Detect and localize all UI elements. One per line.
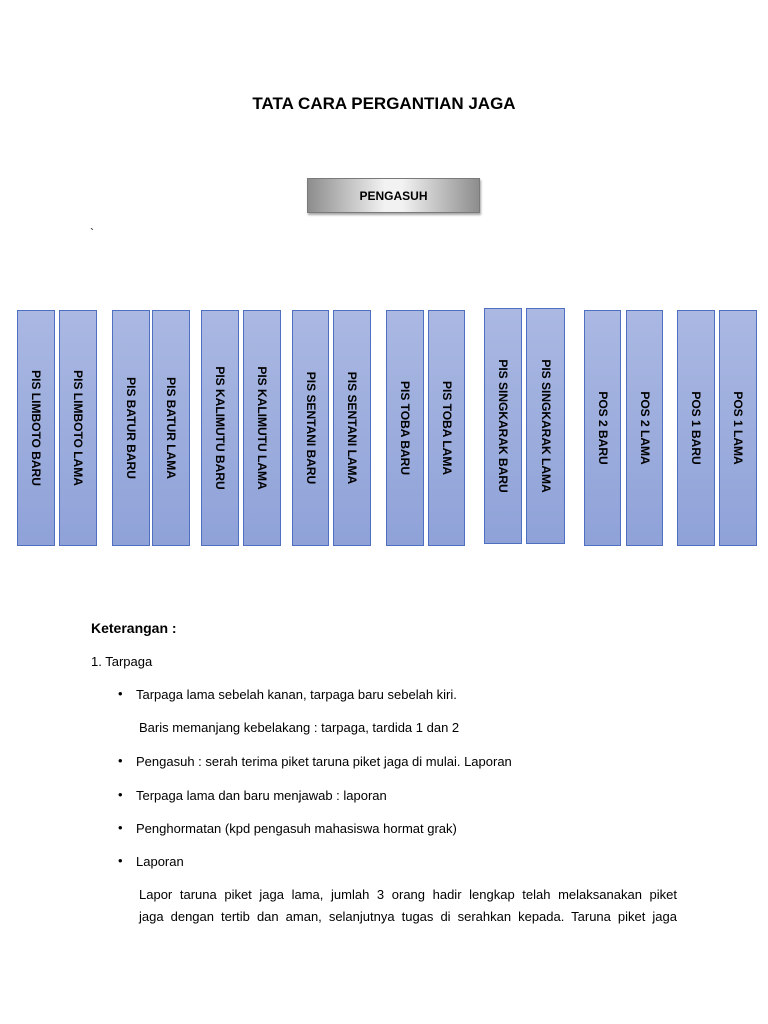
- post-label: PIS LIMBOTO LAMA: [71, 370, 85, 486]
- post-box: [292, 310, 329, 546]
- bullet-icon: •: [118, 787, 123, 802]
- post-box: [719, 310, 757, 546]
- post-label: PIS BATUR BARU: [124, 377, 138, 479]
- page-title: TATA CARA PERGANTIAN JAGA: [252, 94, 516, 113]
- post-box: [484, 308, 522, 544]
- post-label: PIS SENTANI BARU: [303, 371, 318, 485]
- post-box: [112, 310, 150, 546]
- post-label: POS 2 BARU: [595, 391, 610, 465]
- post-label: POS 1 BARU: [689, 391, 703, 465]
- bullet-icon: •: [118, 753, 123, 768]
- post-box: [333, 310, 371, 546]
- post-label: PIS LIMBOTO BARU: [29, 370, 43, 486]
- section-heading: 1. Tarpaga: [91, 654, 153, 669]
- post-box: [626, 310, 663, 546]
- sub-line: Baris memanjang kebelakang : tarpaga, tardida 1 dan 2: [139, 720, 460, 735]
- bullet-icon: •: [118, 820, 123, 835]
- post-label: PIS KALIMUTU BARU: [213, 366, 227, 490]
- paragraph-line: jaga dengan tertib dan aman, selanjutnya tugas di serahkan kepada. Taruna piket jaga: [139, 909, 677, 924]
- post-label: POS 2 LAMA: [637, 391, 652, 465]
- bullet-item: Tarpaga lama sebelah kanan, tarpaga baru sebelah kiri.: [136, 687, 457, 702]
- keterangan-heading: Keterangan :: [91, 620, 177, 636]
- bullet-icon: •: [118, 853, 123, 868]
- post-box: [152, 310, 190, 546]
- post-box: [243, 310, 281, 546]
- pengasuh-box: [307, 178, 480, 213]
- post-label: PIS SENTANI LAMA: [345, 371, 359, 485]
- post-label: PIS BATUR LAMA: [164, 377, 178, 479]
- bullet-item: Terpaga lama dan baru menjawab : laporan: [136, 788, 387, 803]
- paragraph-line: Lapor taruna piket jaga lama, jumlah 3 orang hadir lengkap telah melaksanakan piket: [139, 887, 677, 902]
- stray-mark: `: [90, 226, 94, 240]
- bullet-item: Laporan: [136, 854, 184, 869]
- bullet-item: Pengasuh : serah terima piket taruna piket jaga di mulai. Laporan: [136, 754, 512, 769]
- post-box: [17, 310, 55, 546]
- post-label: PIS SINGKARAK LAMA: [538, 359, 553, 493]
- post-label: PIS KALIMUTU LAMA: [255, 366, 269, 490]
- bullet-item: Penghormatan (kpd pengasuh mahasiswa hormat grak): [136, 821, 457, 836]
- post-box: [386, 310, 424, 546]
- bullet-icon: •: [118, 686, 123, 701]
- pengasuh-label: PENGASUH: [359, 188, 428, 203]
- report-paragraph: [139, 884, 677, 928]
- post-label: PIS TOBA BARU: [398, 380, 412, 476]
- post-box: [428, 310, 465, 546]
- post-label: PIS TOBA LAMA: [439, 380, 454, 476]
- post-box: [201, 310, 239, 546]
- post-box: [677, 310, 715, 546]
- post-box: [584, 310, 621, 546]
- post-label: POS 1 LAMA: [731, 391, 745, 465]
- post-label: PIS SINGKARAK BARU: [496, 359, 510, 493]
- post-box: [526, 308, 565, 544]
- post-box: [59, 310, 97, 546]
